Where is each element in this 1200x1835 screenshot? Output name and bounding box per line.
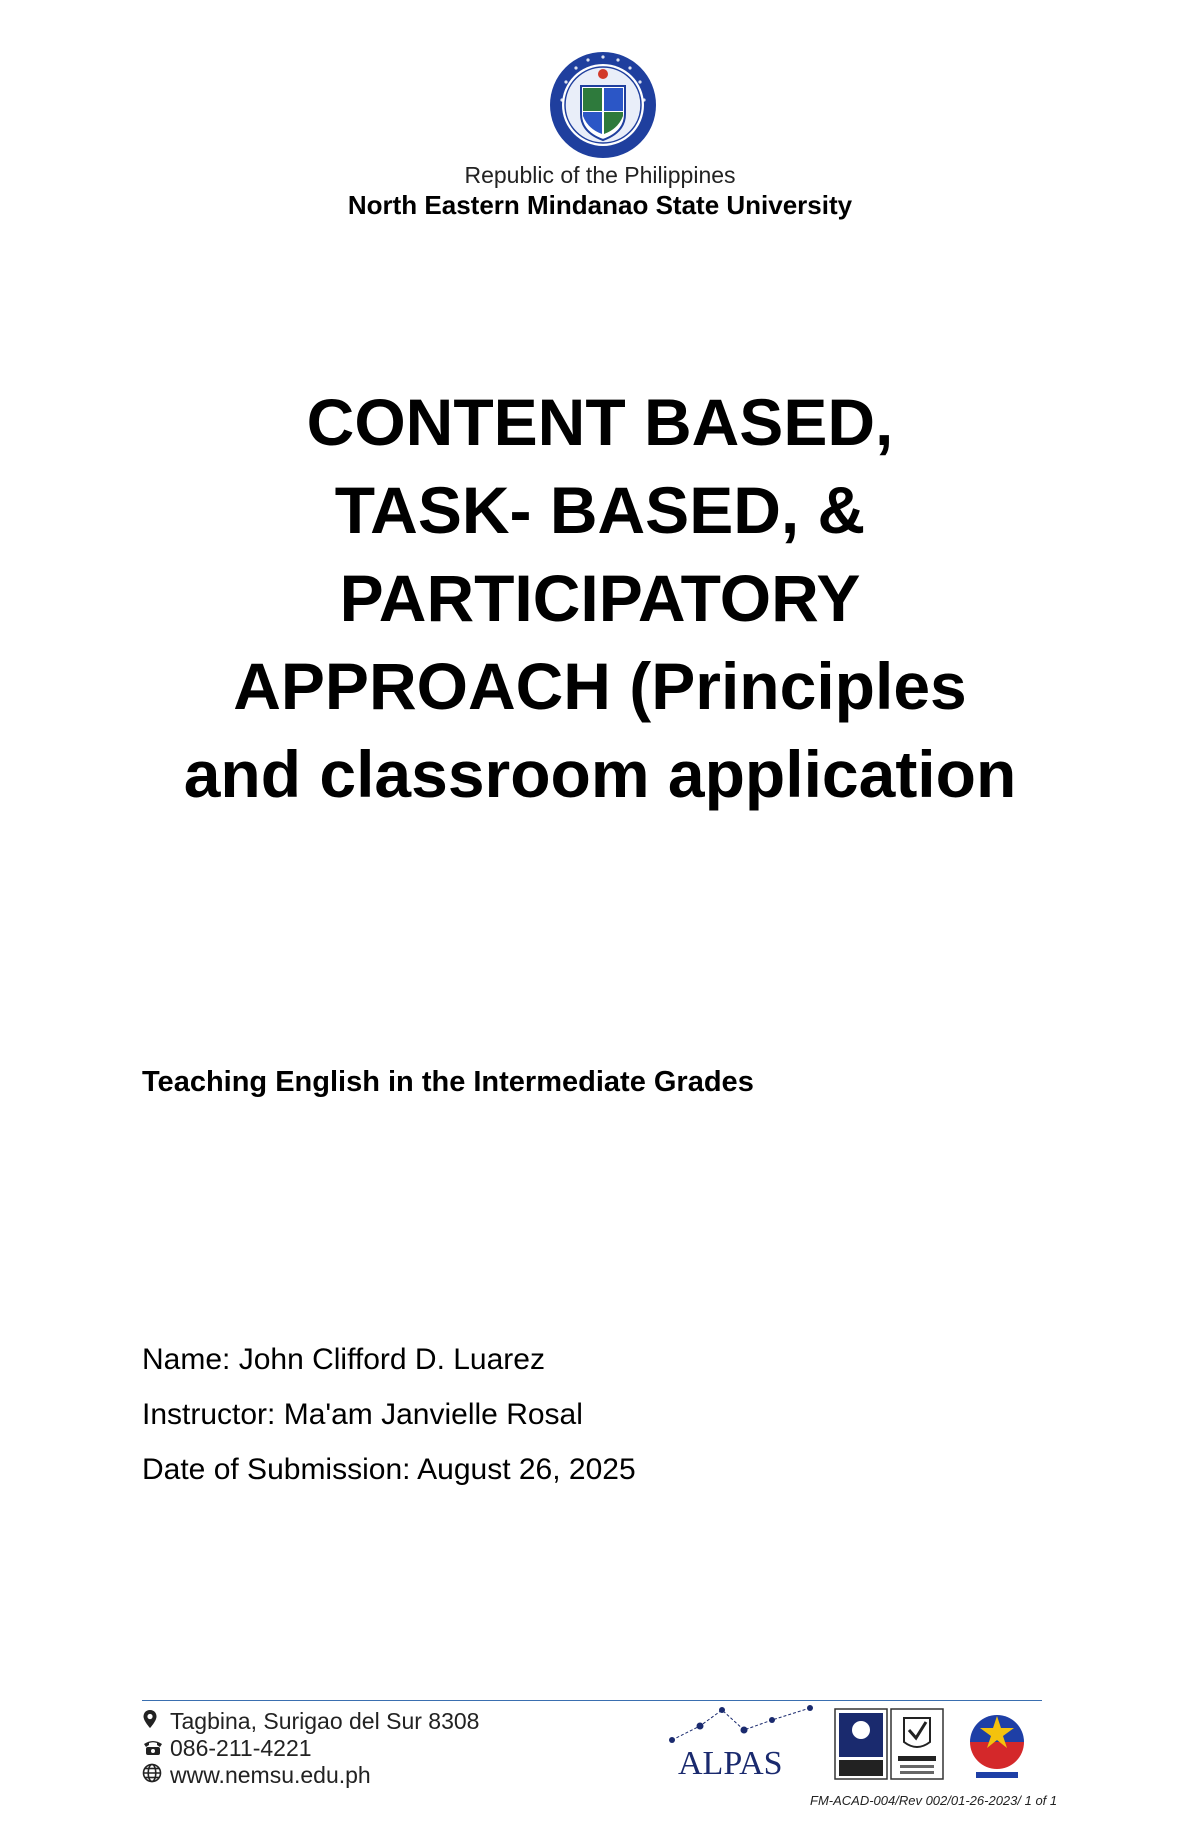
globe-icon bbox=[142, 1762, 170, 1789]
bagong-pilipinas-logo bbox=[958, 1706, 1036, 1782]
title-line: PARTICIPATORY bbox=[339, 561, 861, 635]
alpas-logo-text: ALPAS bbox=[678, 1745, 783, 1782]
student-name: Name: John Clifford D. Luarez bbox=[142, 1343, 545, 1376]
location-pin-icon bbox=[142, 1708, 170, 1735]
footer-phone bbox=[142, 1735, 312, 1762]
document-title bbox=[0, 378, 1200, 818]
course-subject: Teaching English in the Intermediate Grades bbox=[142, 1066, 754, 1098]
footer-website[interactable] bbox=[142, 1762, 371, 1789]
university-seal-logo bbox=[548, 50, 658, 160]
title-line: and classroom application bbox=[183, 737, 1017, 811]
title-line: CONTENT BASED, bbox=[306, 385, 894, 459]
website-link[interactable]: www.nemsu.edu.ph bbox=[170, 1762, 371, 1788]
title-line: TASK- BASED, & bbox=[334, 473, 866, 547]
telephone-icon bbox=[142, 1735, 170, 1762]
phone-text: 086-211-4221 bbox=[170, 1735, 312, 1761]
university-name: North Eastern Mindanao State University bbox=[347, 190, 853, 220]
title-line: APPROACH (Principles bbox=[233, 649, 967, 723]
footer-address bbox=[142, 1708, 479, 1735]
iso-certification-logo bbox=[834, 1708, 944, 1780]
alpas-logo bbox=[660, 1700, 820, 1790]
form-code: FM-ACAD-004/Rev 002/01-26-2023/ 1 of 1 bbox=[810, 1793, 1058, 1808]
republic-label: Republic of the Philippines bbox=[464, 162, 736, 188]
footer-divider bbox=[142, 1700, 1042, 1701]
address-text: Tagbina, Surigao del Sur 8308 bbox=[170, 1708, 480, 1734]
instructor-name: Instructor: Ma'am Janvielle Rosal bbox=[142, 1398, 583, 1431]
submission-date: Date of Submission: August 26, 2025 bbox=[142, 1453, 636, 1486]
